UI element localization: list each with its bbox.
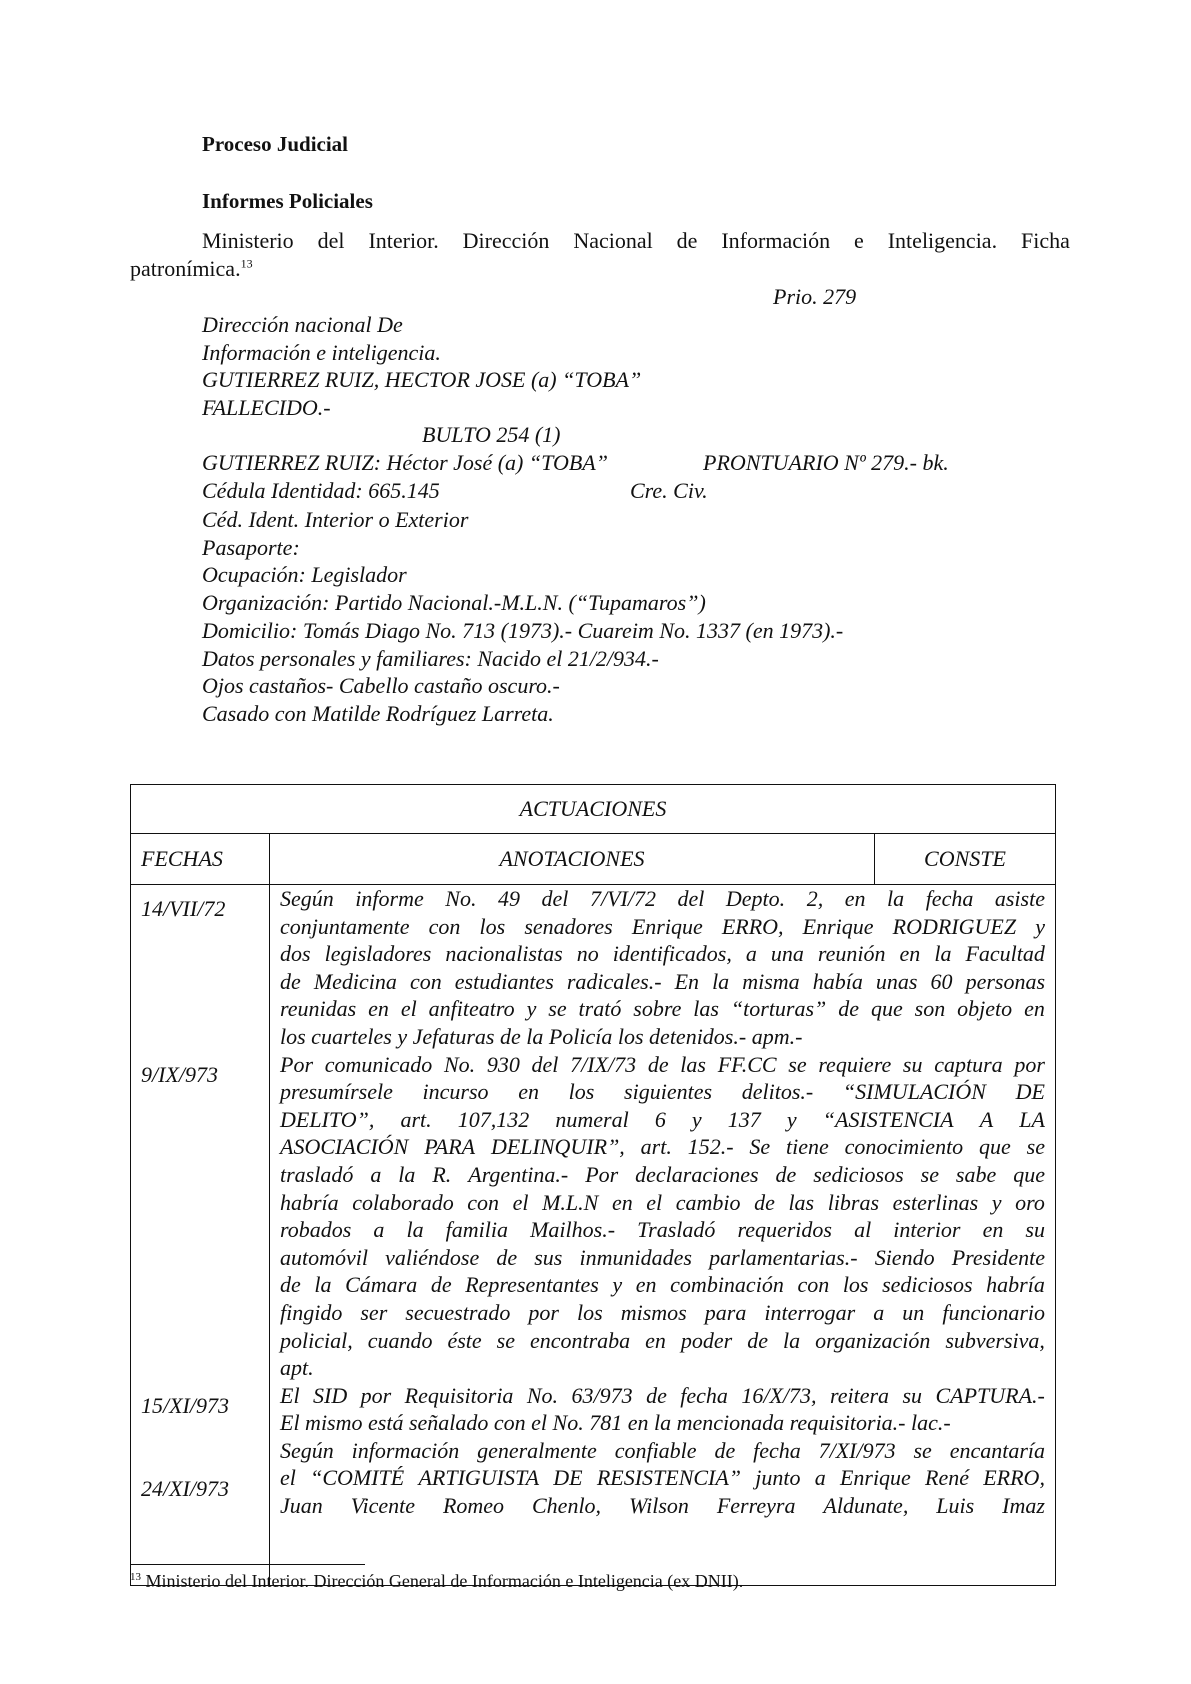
record-header-lines [202, 311, 641, 422]
name-line: GUTIERREZ RUIZ: Héctor José (a) “TOBA” [202, 450, 608, 475]
intro-word: de [676, 228, 698, 253]
footnote-ref: 13 [240, 256, 253, 271]
intro-word: Nacional [573, 228, 653, 253]
note-line: los cuarteles y Jefaturas de la Policía los detenidos.- apm.- [280, 1023, 803, 1049]
note-line: DELITO”, art. 107,132 numeral 6 y 137 y “ASISTENCIA A LA [280, 1106, 1045, 1132]
note-line: Por comunicado No. 930 del 7/IX/73 de las FF.CC se requiere su captura por [280, 1051, 1045, 1077]
note-line: Juan Vicente Romeo Chenlo, Wilson Ferreyra Aldunate, Luis Imaz [280, 1493, 1045, 1519]
note-line: de la Cámara de Representantes y en combinación con los sediciosos habría [280, 1272, 1045, 1298]
subsection-heading: Informes Policiales [202, 189, 373, 213]
record-fields [202, 506, 843, 728]
prontuario: PRONTUARIO Nº 279.- bk. [703, 450, 949, 475]
note-line: Según informe No. 49 del 7/VI/72 del Depto. 2, en la fecha asiste [280, 886, 1045, 911]
intro-word: Información [721, 228, 831, 253]
record-field: Domicilio: Tomás Diago No. 713 (1973).- Cuareim No. 1337 (en 1973).- [202, 617, 844, 643]
note-line: apt. [280, 1355, 314, 1381]
intro-line [202, 228, 1070, 254]
record-field: Ocupación: Legislador [202, 562, 407, 588]
table-title: ACTUACIONES [131, 785, 1056, 834]
intro-word: Ficha [1021, 228, 1070, 253]
note-line: presumírsele incurso en los siguientes delitos.- “SIMULACIÓN DE [280, 1079, 1045, 1105]
footnote-text: Ministerio del Interior. Dirección General de Información e Inteligencia (ex DNII). [145, 1571, 744, 1591]
note-line: El SID por Requisitoria No. 63/973 de fecha 16/X/73, reitera su CAPTURA.- [280, 1382, 1045, 1408]
intro-word: Interior. [368, 228, 439, 253]
bulto: BULTO 254 (1) [422, 422, 561, 447]
notes-cell [270, 885, 1056, 1586]
col-conste: CONSTE [875, 834, 1056, 885]
record-line: FALLECIDO.- [202, 395, 331, 421]
note-line: trasladó a la R. Argentina.- Por declaraciones de sediciosos se sabe que [280, 1161, 1045, 1187]
note-line: automóvil valiéndose de sus inmunidades parlamentarias.- Siendo Presidente [280, 1244, 1045, 1270]
intro-word: Dirección [462, 228, 550, 253]
record-line: GUTIERREZ RUIZ, HECTOR JOSE (a) “TOBA” [202, 367, 642, 393]
note-line: policial, cuando éste se encontraba en poder de la organización subversiva, [280, 1327, 1045, 1353]
intro-word: Inteligencia. [887, 228, 998, 253]
footnote-number: 13 [130, 1571, 141, 1583]
record-field: Pasaporte: [202, 534, 300, 560]
date-entry: 24/XI/973 [141, 1475, 229, 1501]
intro-word: Ministerio [202, 228, 294, 253]
record-field: Datos personales y familiares: Nacido el 21/2/934.- [202, 645, 659, 671]
date-entry: 14/VII/72 [141, 896, 226, 921]
date-entry: 9/IX/973 [141, 1061, 218, 1087]
note-line: dos legisladores nacionalistas no identificados, a una reunión en la Facultad [280, 941, 1045, 967]
note-line: Según información generalmente confiable de fecha 7/XI/973 se encantaría [280, 1437, 1046, 1463]
record-field: Ojos castaños- Cabello castaño oscuro.- [202, 673, 560, 699]
date-entry: 15/XI/973 [141, 1392, 229, 1418]
intro-word: e [854, 228, 864, 253]
intro-word: del [317, 228, 345, 253]
note-line: habría colaborado con el M.L.N en el cambio de las libras esterlinas y oro [280, 1189, 1045, 1215]
note-line: de Medicina con estudiantes radicales.- En la misma había unas 60 personas [280, 968, 1046, 994]
footnote-rule [130, 1564, 365, 1565]
record-line: Información e inteligencia. [202, 339, 441, 365]
intro-text: patronímica. [130, 256, 241, 281]
cre-civ: Cre. Civ. [630, 478, 708, 503]
record-line: Dirección nacional De [202, 312, 403, 337]
record-field: Organización: Partido Nacional.-M.L.N. (“Tupamaros”) [202, 590, 706, 616]
cedula: Cédula Identidad: 665.145 [202, 478, 440, 503]
actuaciones-table [130, 784, 1056, 1586]
note-line: robados a la familia Mailhos.- Trasladó requeridos al interior en su [280, 1217, 1045, 1243]
note-line: ASOCIACIÓN PARA DELINQUIR”, art. 152.- Se tiene conocimiento que se [280, 1134, 1045, 1160]
footnote [130, 1571, 743, 1592]
note-line: reunidas en el anfiteatro y se trató sobre las “torturas” de que son objeto en [280, 996, 1045, 1022]
intro-line-2 [130, 256, 253, 282]
note-line: el “COMITÉ ARTIGUISTA DE RESISTENCIA” junto a Enrique René ERRO, [280, 1465, 1045, 1491]
col-anotaciones: ANOTACIONES [270, 834, 875, 885]
note-line: fingido ser secuestrado por los mismos para interrogar a un funcionario [280, 1299, 1045, 1325]
note-line: El mismo está señalado con el No. 781 en la mencionada requisitoria.- lac.- [280, 1410, 951, 1436]
note-line: conjuntamente con los senadores Enrique ERRO, Enrique RODRIGUEZ y [280, 913, 1045, 939]
section-heading: Proceso Judicial [202, 132, 349, 156]
record-field: Casado con Matilde Rodríguez Larreta. [202, 700, 554, 726]
prio-number: Prio. 279 [773, 284, 857, 309]
dates-cell [131, 885, 270, 1586]
record-field: Céd. Ident. Interior o Exterior [202, 507, 469, 532]
col-fechas: FECHAS [131, 834, 270, 885]
